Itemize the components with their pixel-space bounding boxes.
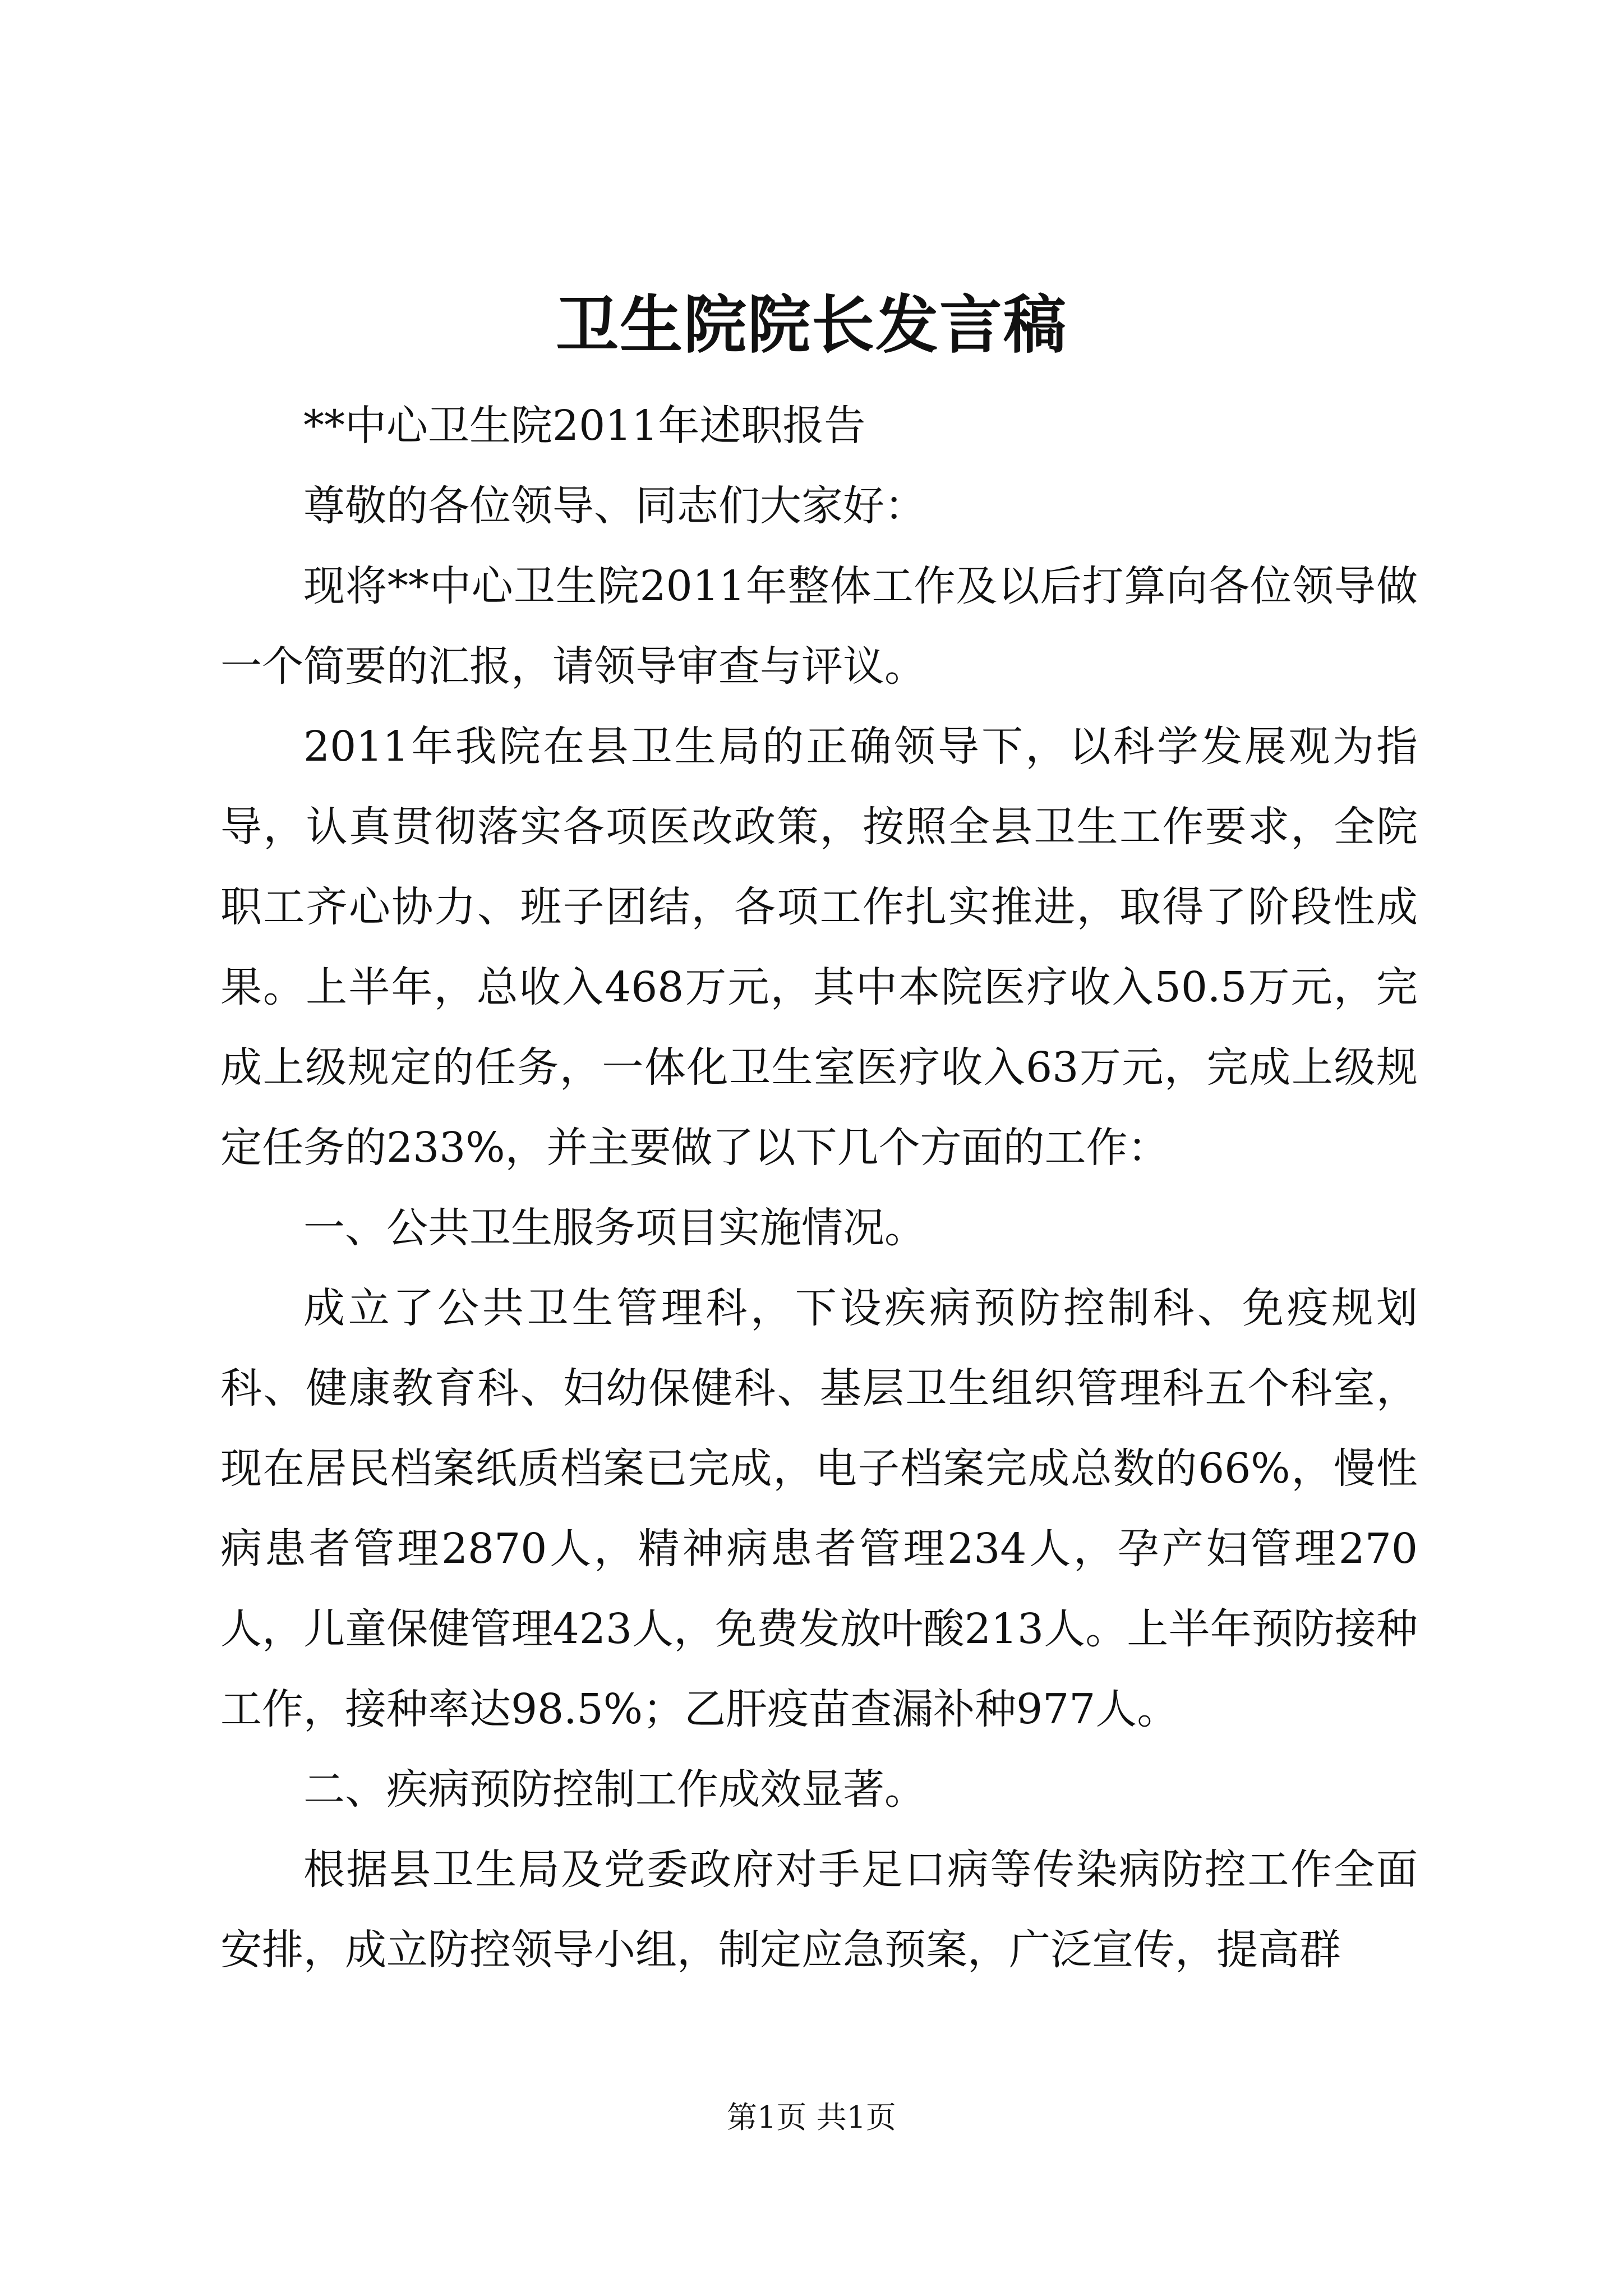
body-paragraph: 根据县卫生局及党委政府对手足口病等传染病防控工作全面安排，成立防控领导小组，制定应急预案，广泛宣传，提高群: [220, 1846, 1418, 1974]
body-paragraph: 2011年我院在县卫生局的正确领导下，以科学发展观为指导，认真贯彻落实各项医改政策，按照全县卫生工作要求，全院职工齐心协力、班子团结，各项工作扎实推进，取得了阶段性成果。上半年，总收入468万元，其中本院医疗收入50.5万元，完成上级规定的任务，一体化卫生室医疗收入63万元，完成上级规定任务的233%，并主要做了以下几个方面的工作：: [220, 723, 1418, 1172]
document-title: 卫生院院长发言稿: [556, 288, 1067, 362]
section-heading: 一、公共卫生服务项目实施情况。: [303, 1204, 926, 1252]
body-paragraph: 现将**中心卫生院2011年整体工作及以后打算向各位领导做一个简要的汇报，请领导审查与评议。: [220, 562, 1418, 691]
body-paragraph: 成立了公共卫生管理科，下设疾病预防控制科、免疫规划科、健康教育科、妇幼保健科、基层卫生组织管理科五个科室，现在居民档案纸质档案已完成，电子档案完成总数的66%，慢性病患者管理2870人，精神病患者管理234人，孕产妇管理270人，儿童保健管理423人，免费发放叶酸213人。上半年预防接种工作，接种率达98.5%；乙肝疫苗查漏补种977人。: [220, 1284, 1418, 1733]
page-footer: 第1页 共1页: [727, 2100, 896, 2135]
report-subtitle: **中心卫生院2011年述职报告: [303, 402, 866, 450]
salutation: 尊敬的各位领导、同志们大家好：: [303, 482, 926, 530]
document-body: [220, 386, 1418, 1990]
section-heading: 二、疾病预防控制工作成效显著。: [303, 1765, 926, 1814]
